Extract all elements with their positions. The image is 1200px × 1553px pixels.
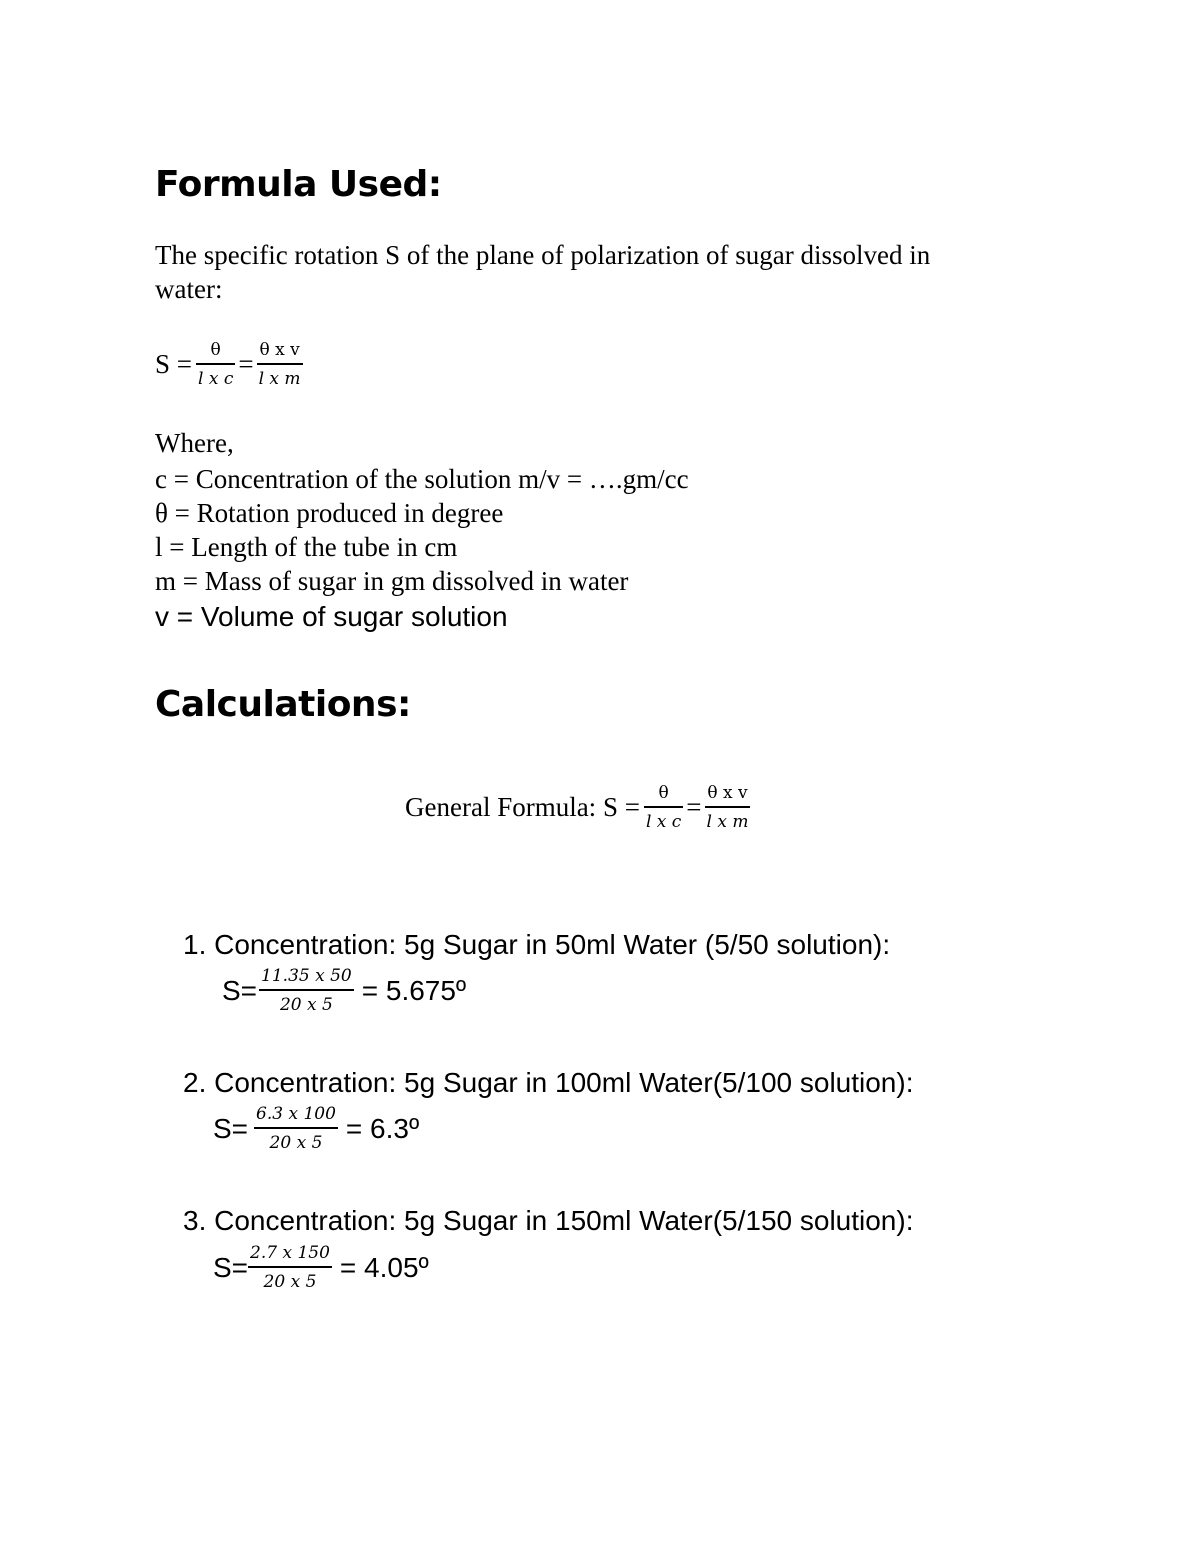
- fraction-denominator: l x m: [258, 369, 301, 389]
- item-number: 3.: [183, 1205, 207, 1236]
- calc-item-3: [183, 1205, 913, 1237]
- intro-line-2: water:: [155, 274, 223, 304]
- item-fraction: [248, 1243, 332, 1292]
- calc-item-2-equation: [213, 1104, 419, 1153]
- equation-lhs: S=: [213, 1251, 249, 1283]
- fraction-denominator: 20 x 5: [269, 1133, 323, 1153]
- calc-item-1: [183, 929, 890, 961]
- item-title: Concentration: 5g Sugar in 50ml Water (5/50 solution):: [214, 929, 891, 960]
- general-equals: =: [686, 792, 702, 822]
- equation-result: = 5.675º: [361, 974, 467, 1006]
- general-formula: [405, 783, 750, 832]
- fraction-denominator: l x c: [645, 812, 682, 832]
- fraction-denominator: 20 x 5: [263, 1272, 317, 1292]
- item-title: Concentration: 5g Sugar in 100ml Water(5/100 solution):: [214, 1067, 914, 1098]
- fraction-numerator: 2.7 x 150: [250, 1243, 330, 1263]
- item-title: Concentration: 5g Sugar in 150ml Water(5/150 solution):: [214, 1205, 914, 1236]
- item-fraction: [254, 1104, 338, 1153]
- fraction-numerator: 11.35 x 50: [261, 966, 352, 986]
- equation-fraction-2: [257, 340, 303, 389]
- intro-line-1: The specific rotation S of the plane of polarization of sugar dissolved in: [155, 240, 931, 270]
- fraction-numerator: θ: [658, 783, 669, 803]
- fraction-denominator: l x m: [706, 812, 749, 832]
- specific-rotation-equation: [155, 340, 303, 389]
- equation-result: = 4.05º: [339, 1251, 429, 1283]
- where-label: Where,: [155, 428, 234, 458]
- definition-m: m = Mass of sugar in gm dissolved in water: [155, 566, 629, 596]
- fraction-denominator: 20 x 5: [279, 995, 333, 1015]
- formula-used-heading: Formula Used:: [155, 164, 442, 205]
- item-number: 2.: [183, 1067, 207, 1098]
- fraction-numerator: θ x v: [707, 783, 748, 803]
- equation-lhs: S=: [222, 974, 258, 1006]
- calc-item-3-equation: [213, 1243, 429, 1292]
- definition-l: l = Length of the tube in cm: [155, 532, 458, 562]
- definition-c: c = Concentration of the solution m/v = ….gm/cc: [155, 464, 689, 494]
- equation-equals: =: [238, 349, 254, 379]
- definitions-list: [155, 462, 689, 634]
- calc-item-2: [183, 1067, 913, 1099]
- definition-theta: θ = Rotation produced in degree: [155, 498, 504, 528]
- calculations-heading: Calculations:: [155, 684, 411, 725]
- equation-lhs: S =: [155, 349, 192, 379]
- fraction-denominator: l x c: [198, 369, 234, 389]
- definition-v: v = Volume of sugar solution: [155, 601, 508, 632]
- item-number: 1.: [183, 929, 207, 960]
- general-fraction-1: [644, 783, 683, 832]
- fraction-numerator: θ x v: [259, 340, 300, 360]
- fraction-numerator: 6.3 x 100: [256, 1104, 336, 1124]
- calc-item-1-equation: [222, 966, 466, 1015]
- equation-fraction-1: [196, 340, 235, 389]
- equation-lhs: S=: [213, 1112, 249, 1144]
- item-fraction: [259, 966, 354, 1015]
- equation-result: = 6.3º: [345, 1112, 420, 1144]
- fraction-numerator: θ: [210, 340, 221, 360]
- general-fraction-2: [705, 783, 751, 832]
- general-formula-label: General Formula: S =: [405, 792, 640, 822]
